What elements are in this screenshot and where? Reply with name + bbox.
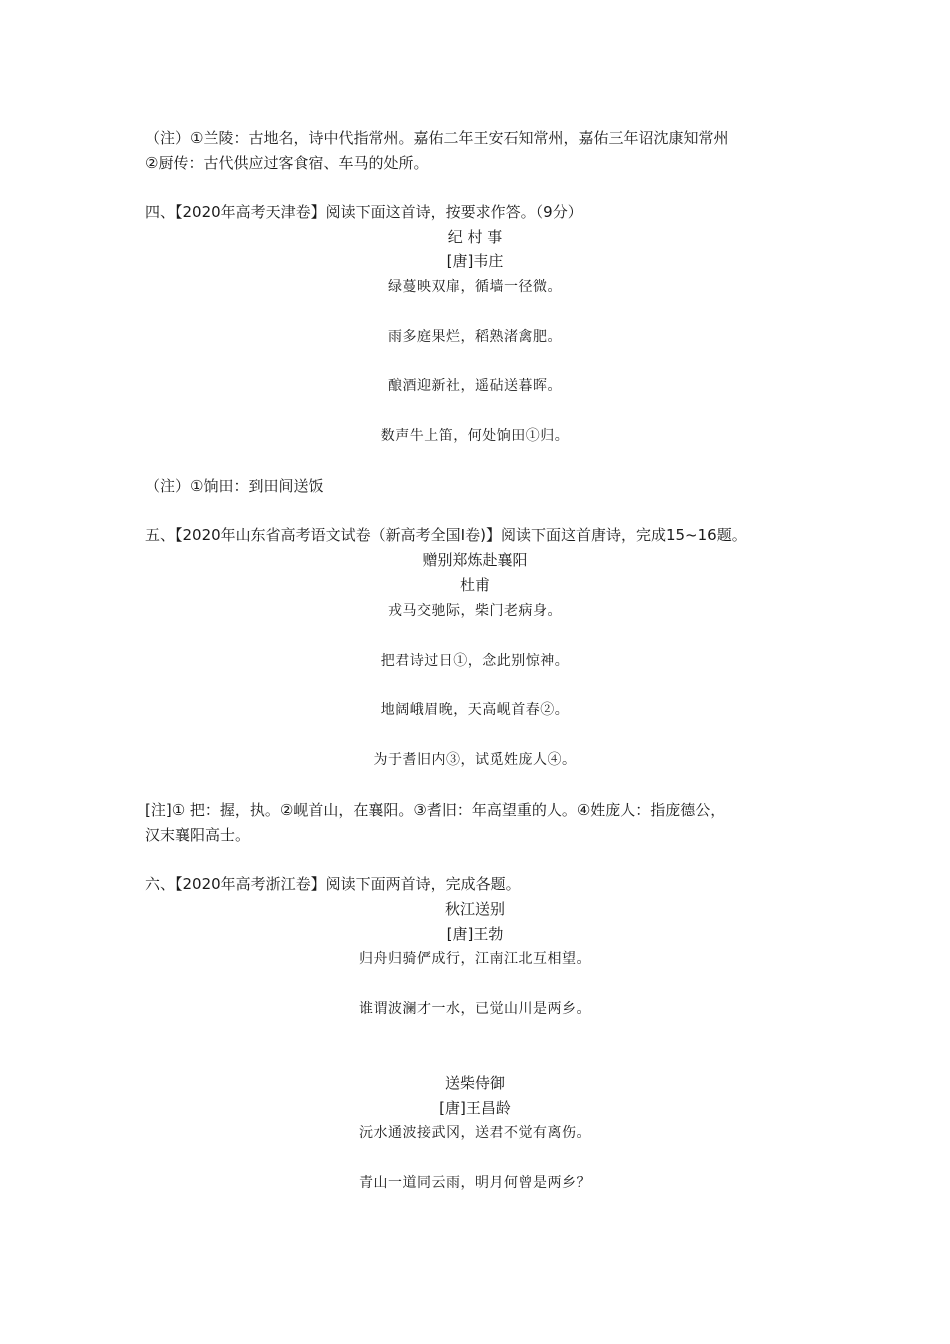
poem-author: [唐]韦庄 bbox=[446, 252, 504, 270]
poem-note: 汉末襄阳高士。 bbox=[145, 826, 251, 844]
poem-line: 谁谓波澜才一水，已觉山川是两乡。 bbox=[359, 1001, 591, 1017]
poem-line: 雨多庭果烂，稻熟渚禽肥。 bbox=[388, 329, 562, 345]
section-heading: 六、【2020年高考浙江卷】阅读下面两首诗，完成各题。 bbox=[145, 875, 521, 893]
section-heading: 五、【2020年山东省高考语文试卷（新高考全国Ⅰ卷)】阅读下面这首唐诗，完成15~16题。 bbox=[145, 526, 747, 544]
poem-title: 送柴侍御 bbox=[444, 1074, 505, 1092]
poem-line: 为于耆旧内③，试觅姓庞人④。 bbox=[373, 752, 577, 768]
poem-author: [唐]王昌龄 bbox=[439, 1099, 511, 1117]
poem-author: [唐]王勃 bbox=[446, 925, 504, 943]
poem-line: 归舟归骑俨成行，江南江北互相望。 bbox=[359, 951, 591, 967]
poem-note: [注]① 把：握，执。②岘首山，在襄阳。③耆旧：年高望重的人。④姓庞人：指庞德公， bbox=[145, 801, 726, 819]
poem-line: 数声牛上笛，何处饷田①归。 bbox=[380, 428, 570, 444]
poem-title: 秋江送别 bbox=[444, 900, 505, 918]
poem-line: 戎马交驰际，柴门老病身。 bbox=[388, 603, 562, 619]
poem-line: 酿酒迎新社，遥砧送暮晖。 bbox=[388, 378, 562, 394]
note-line: ②厨传：古代供应过客食宿、车马的处所。 bbox=[145, 154, 429, 172]
poem-title: 纪 村 事 bbox=[447, 228, 503, 246]
poem-line: 绿蔓映双扉，循墙一径微。 bbox=[388, 279, 562, 295]
poem-line: 沅水通波接武冈，送君不觉有离伤。 bbox=[359, 1125, 591, 1141]
poem-line: 地阔峨眉晚，天高岘首春②。 bbox=[380, 702, 570, 718]
note-line: （注）①兰陵：古地名，诗中代指常州。嘉佑二年王安石知常州，嘉佑三年诏沈康知常州 bbox=[145, 129, 729, 147]
poem-line: 青山一道同云雨，明月何曾是两乡？ bbox=[359, 1175, 591, 1191]
section-heading: 四、【2020年高考天津卷】阅读下面这首诗，按要求作答。（9分） bbox=[145, 203, 583, 221]
poem-note: （注）①饷田：到田间送饭 bbox=[145, 477, 324, 495]
poem-line: 把君诗过日①，念此别惊神。 bbox=[380, 653, 570, 669]
poem-author: 杜甫 bbox=[459, 576, 490, 594]
poem-title: 赠别郑炼赴襄阳 bbox=[422, 551, 528, 569]
